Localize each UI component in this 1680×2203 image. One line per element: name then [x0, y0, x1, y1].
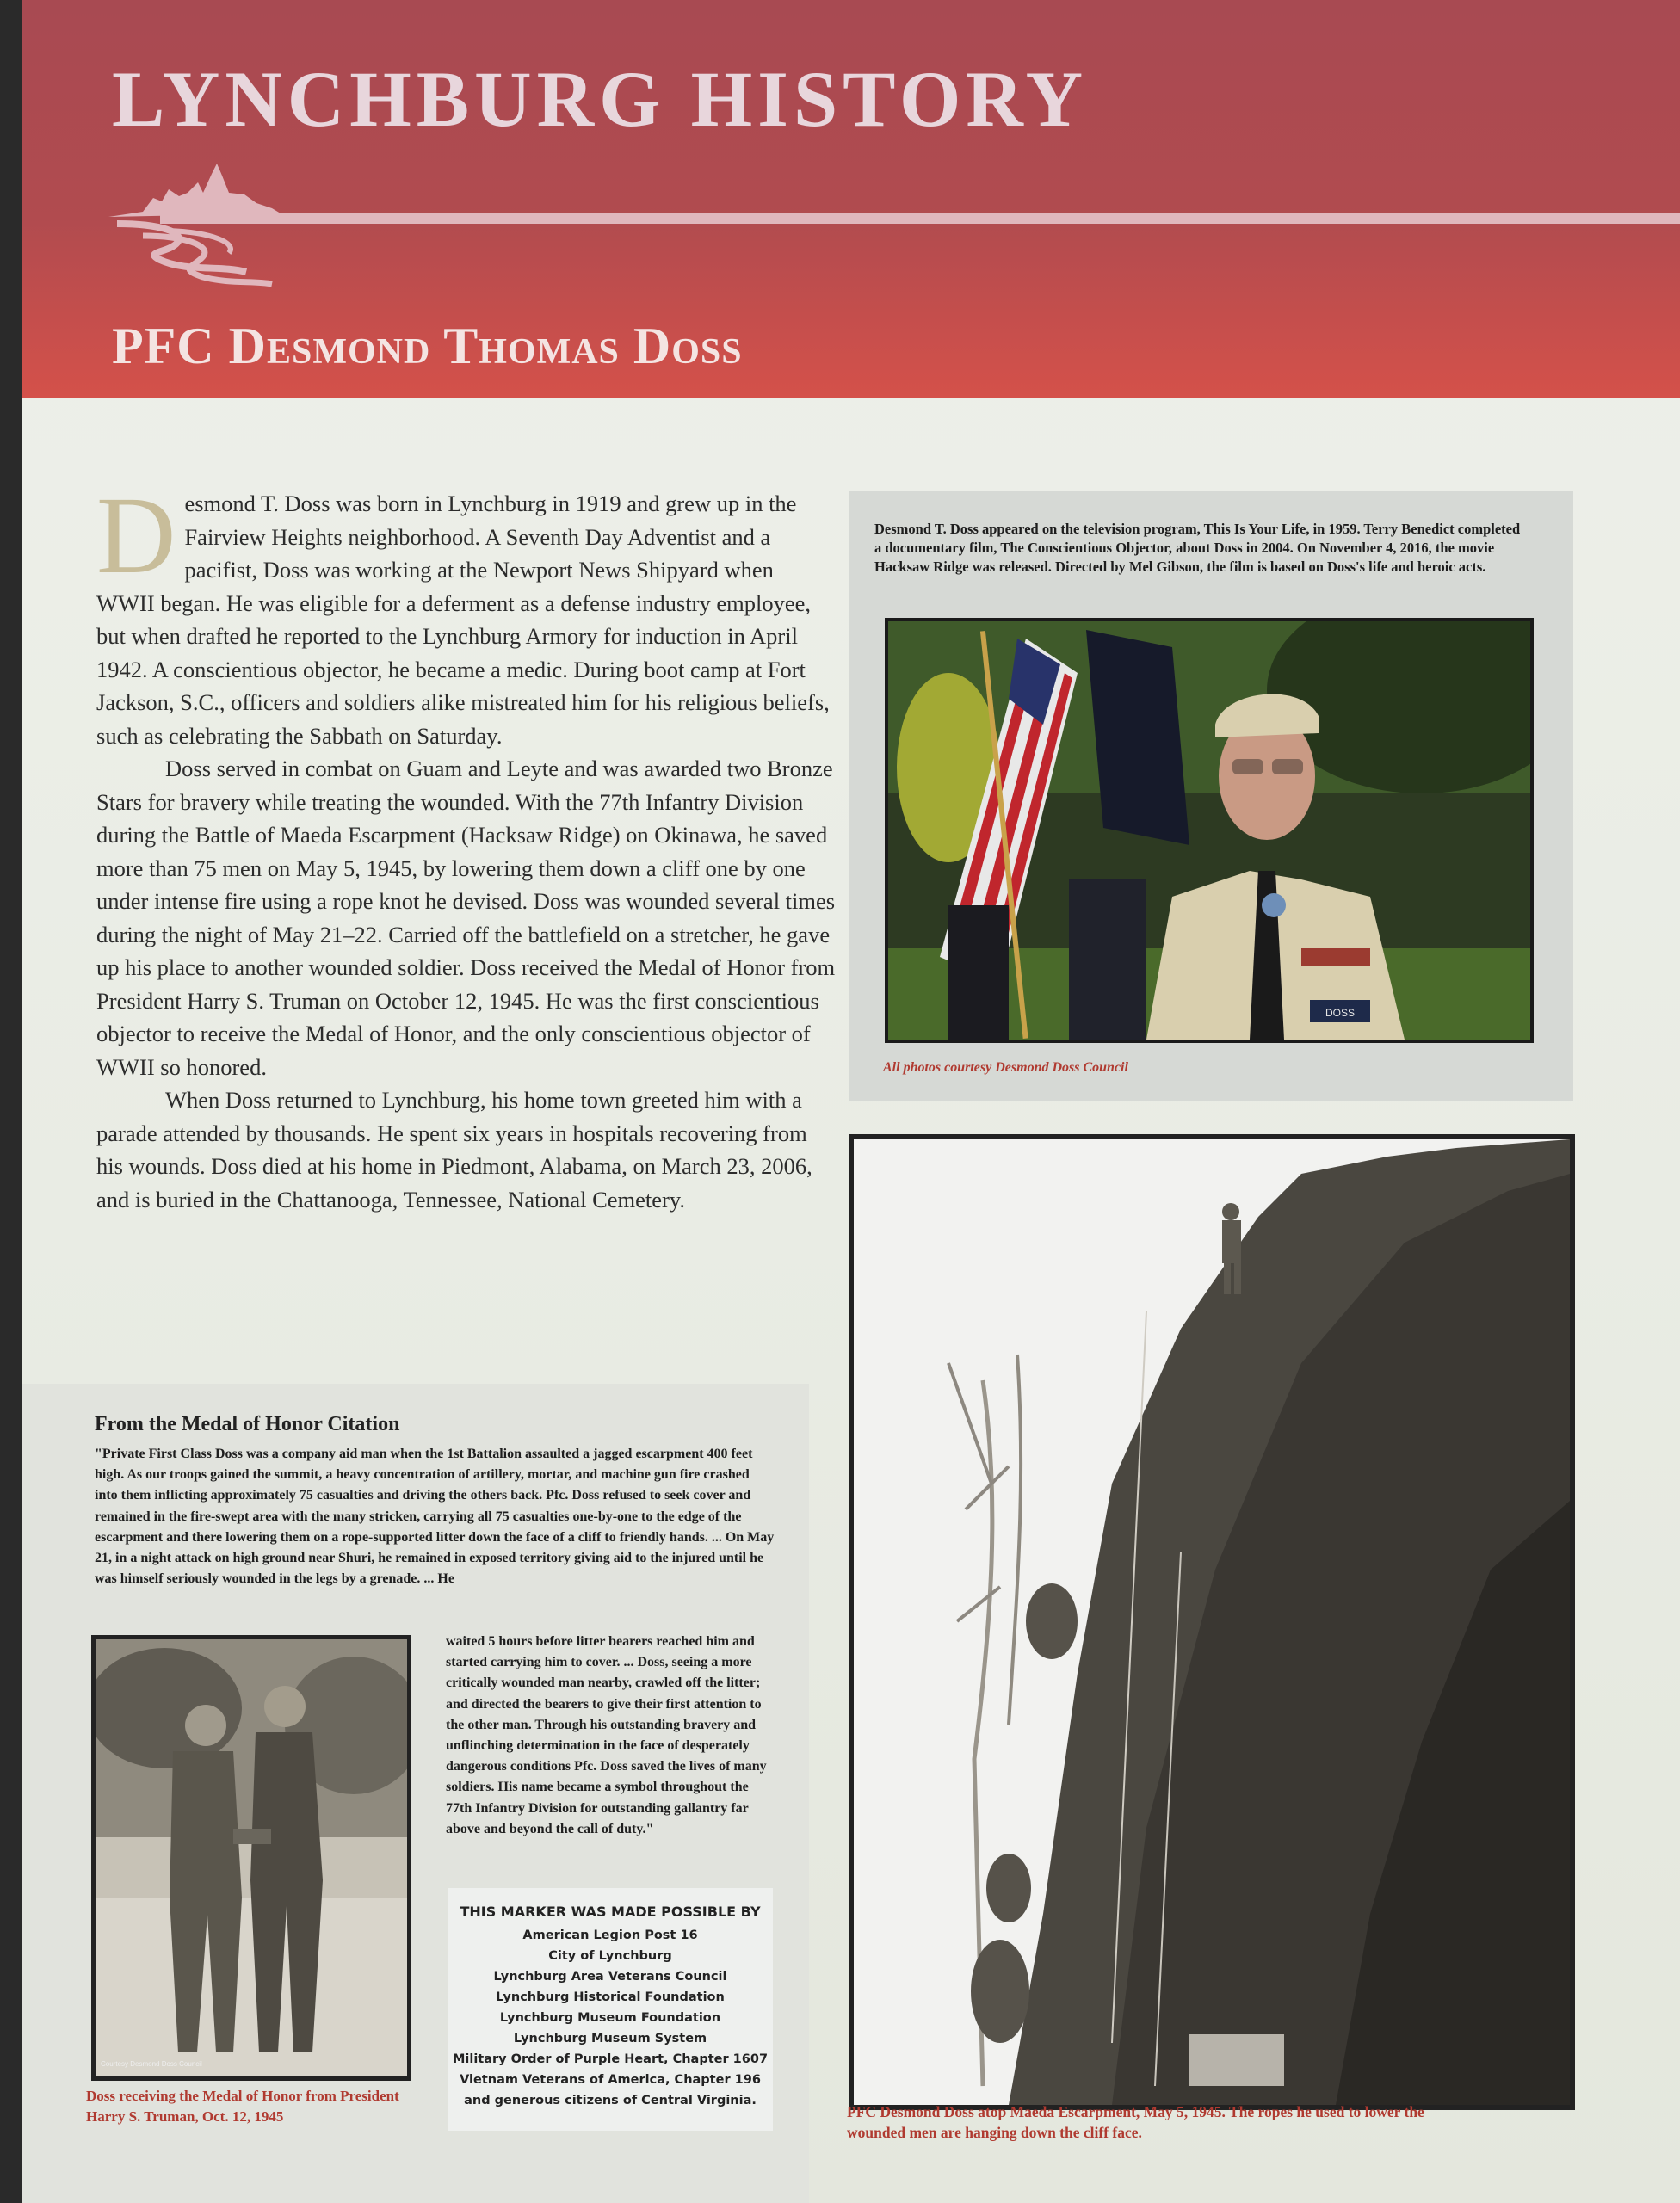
escarpment-image [854, 1139, 1570, 2105]
citation-panel [22, 1384, 809, 2203]
story-paragraph: Desmond T. Doss was born in Lynchburg in 1919 and grew up in the Fairview Heights neighborhood. A Seventh Day Adventist and a pacifist, Doss was working at the Newport News Shipyard when WWII began. He was eligible for a deferment as a defense industry employee, but when drafted he reported to the Lynchburg Armory for induction in April 1942. A conscientious objector, he became a medic. During boot camp at Fort Jackson, S.C., officers and soldiers alike mistreated him for his religious beliefs, such as celebrating the Sabbath on Saturday. [96, 474, 830, 749]
drop-cap: D [96, 474, 176, 596]
sponsor-box [448, 1888, 773, 2131]
story-paragraph: Doss served in combat on Guam and Leyte and was awarded two Bronze Stars for bravery while treating the wounded. With the 77th Infantry Division during the Battle of Maeda Escarpment (Hacksaw Ridge) on Okinawa, he saved more than 75 men on May 5, 1945, by lowering them down a cliff one by one under intense fire using a rope knot he devised. Doss was wounded several times during the night of May 21–22. Carried off the battlefield on a stretcher, he gave up his place to another wounded soldier. Doss received the Medal of Honor from President Harry S. Truman on October 12, 1945. He was the first conscientious objector to receive the Medal of Honor, and the only conscientious objector of WWII so honored. [96, 756, 836, 1080]
page-subtitle: PFC Desmond Thomas Doss [112, 318, 743, 374]
photo-caption: Desmond T. Doss appeared on the television program, This Is Your Life, in 1959. Terry Benedict completed a documentary film, The Conscientious Objector, about Doss in 2004. On November 4, 2016, the movie Hacksaw Ridge was released. Directed by Mel Gibson, the film is based on Doss's life and heroic acts. [874, 521, 1521, 575]
cliff-photo [849, 1134, 1575, 2110]
citation-text: "Private First Class Doss was a company aid man when the 1st Battalion assaulted a jagged escarpment 400 feet high. As our troops gained the summit, a heavy concentration of artillery, mortar, and machine gun fire crashed into them inflicting approximately 75 casualties and driving the others back. Pfc. Doss refused to seek cover and remained in the fire-swept area with the many stricken, carrying all 75 casualties one-by-one to the edge of the escarpment and there lowering them on a rope-supported litter down the face of a cliff to friendly hands. ... On May 21, in a night attack on high ground near Shuri, he remained in exposed territory giving aid to the injured until he was himself seriously wounded in the legs by a grenade. ... He [95, 1447, 775, 1587]
name-tag-text: DOSS [1325, 1007, 1356, 1019]
historical-marker-sign [22, 0, 1680, 2203]
section-heading: From the Medal of Honor Citation [95, 1413, 400, 1435]
sponsor-line: Lynchburg Area Veterans Council [493, 1970, 727, 1984]
truman-photo [91, 1635, 411, 2081]
header-banner [22, 0, 1680, 398]
sponsor-line: American Legion Post 16 [522, 1928, 698, 1942]
sponsor-list [448, 1925, 773, 2111]
sponsor-line: and generous citizens of Central Virginia. [464, 2094, 757, 2107]
photo-credit: All photos courtesy Desmond Doss Council [883, 1060, 1128, 1075]
citation-text-continued: waited 5 hours before litter bearers reached him and started carrying him to cover. ... Doss, seeing a more critically wounded man nearby, crawled off the litter; and directed the bearers to give their first attention to the other man. Through his outstanding bravery and unflinching determination in the face of desperately dangerous conditions Pfc. Doss saved the lives of many soldiers. His name became a symbol throughout the 77th Infantry Division for outstanding gallantry far above and beyond the call of duty." [446, 1634, 767, 1836]
sponsor-line: Lynchburg Historical Foundation [496, 1990, 725, 2004]
sponsor-title: THIS MARKER WAS MADE POSSIBLE BY [460, 1904, 761, 1920]
photo-panel-tv [849, 491, 1573, 1102]
sponsor-line: City of Lynchburg [548, 1949, 672, 1963]
main-story [96, 474, 837, 1216]
sponsor-line: Lynchburg Museum Foundation [499, 2011, 721, 2025]
story-paragraph: When Doss returned to Lynchburg, his home town greeted him with a parade attended by thousands. He spent six years in hospitals recovering from his wounds. Doss died at his home in Piedmont, Alabama, on March 23, 2006, and is buried in the Chattanooga, Tennessee, National Cemetery. [96, 1087, 812, 1213]
sponsor-line: Lynchburg Museum System [513, 2032, 707, 2046]
sponsor-line: Vietnam Veterans of America, Chapter 196 [460, 2073, 761, 2087]
portrait-image [888, 621, 1530, 1040]
medal-ceremony-image [96, 1639, 407, 2076]
doss-portrait-photo [885, 618, 1534, 1043]
sponsor-line: Military Order of Purple Heart, Chapter 1607 [452, 2052, 769, 2066]
photo-caption: Doss receiving the Medal of Honor from President Harry S. Truman, Oct. 12, 1945 [86, 2088, 399, 2125]
skyline-river-logo-icon [108, 164, 1680, 293]
inner-photo-credit: Courtesy Desmond Doss Council [101, 2060, 202, 2068]
page-title: LYNCHBURG HISTORY [112, 55, 1089, 143]
photo-caption: PFC Desmond Doss atop Maeda Escarpment, May 5, 1945. The ropes he used to lower the wounded men are hanging down the cliff face. [847, 2103, 1424, 2141]
